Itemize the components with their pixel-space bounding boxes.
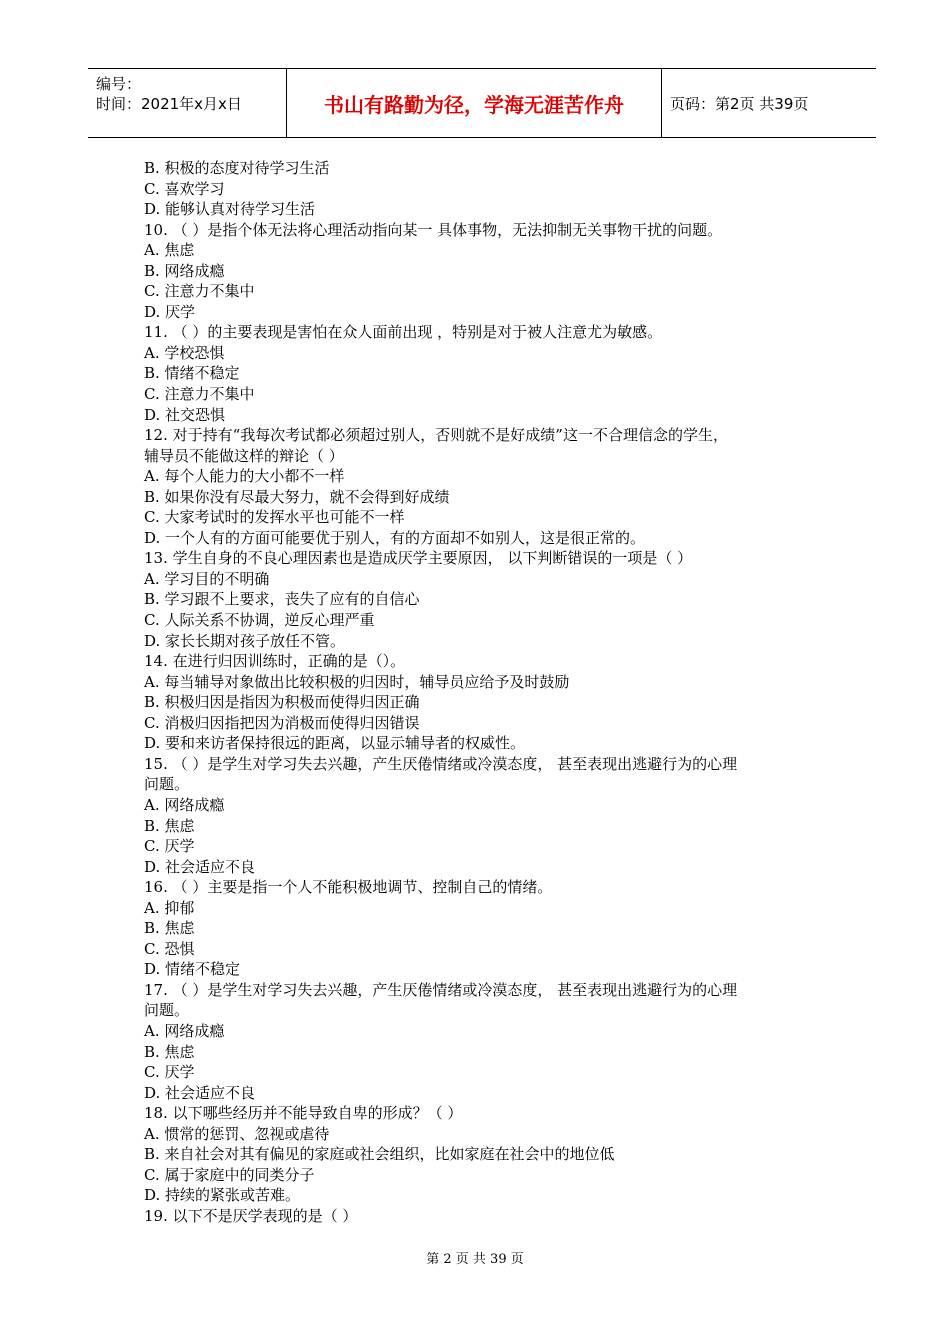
text-line: A. 惯常的惩罚、忽视或虐待 [144, 1124, 330, 1143]
text-line: C. 人际关系不协调，逆反心理严重 [144, 611, 375, 630]
header-meta [88, 69, 286, 137]
code-label: 编号： [96, 75, 142, 93]
text-line: D. 要和来访者保持很远的距离，以显示辅导者的权威性。 [144, 734, 526, 753]
text-line: A. 网络成瘾 [144, 1021, 225, 1040]
text-line: C. 厌学 [144, 1063, 195, 1082]
text-line: B. 学习跟不上要求，丧失了应有的自信心 [144, 590, 420, 609]
text-line: 辅导员不能做这样的辩论（ ） [144, 446, 344, 465]
header-page-cell [660, 69, 876, 137]
text-line: B. 积极归因是指因为积极而使得归因正确 [144, 693, 420, 712]
text-line: B. 来自社会对其有偏见的家庭或社会组织，比如家庭在社会中的地位低 [144, 1145, 615, 1164]
text-line: C. 属于家庭中的同类分子 [144, 1165, 315, 1184]
text-line: A. 每个人能力的大小都不一样 [144, 467, 345, 486]
text-line: A. 学习目的不明确 [144, 569, 270, 588]
text-line: D. 持续的紧张或苦难。 [144, 1186, 301, 1205]
time-label: 时间：2021年x月x日 [96, 95, 242, 113]
motto: 书山有路勤为径，学海无涯苦作舟 [324, 93, 624, 117]
text-line: D. 厌学 [144, 302, 196, 321]
text-line: 10. （ ）是指个体无法将心理活动指向某一 具体事物，无法抑制无关事物干扰的问题。 [144, 220, 723, 239]
text-line: A. 每当辅导对象做出比较积极的归因时，辅导员应给予及时鼓励 [144, 672, 570, 691]
text-line: B. 焦虑 [144, 919, 195, 938]
text-line: A. 焦虑 [144, 241, 195, 260]
text-line: 18. 以下哪些经历并不能导致自卑的形成？（ ） [144, 1104, 463, 1123]
text-line: D. 一个人有的方面可能要优于别人，有的方面却不如别人，这是很正常的。 [144, 528, 646, 547]
text-line: 11. （ ）的主要表现是害怕在众人面前出现 ，特别是对于被人注意尤为敏感。 [144, 323, 663, 342]
text-line: 16. （ ）主要是指一个人不能积极地调节、控制自己的情绪。 [144, 878, 553, 897]
text-line: A. 学校恐惧 [144, 343, 225, 362]
text-line: 12. 对于持有“我每次考试都必须超过别人，否则就不是好成绩”这一不合理信念的学生， [144, 426, 728, 445]
text-line: B. 焦虑 [144, 816, 195, 835]
text-line: D. 社会适应不良 [144, 857, 256, 876]
question-list [144, 158, 834, 1226]
header-motto-cell [286, 69, 662, 137]
text-line: B. 情绪不稳定 [144, 364, 240, 383]
text-line: D. 社交恐惧 [144, 405, 226, 424]
text-line: A. 抑郁 [144, 898, 195, 917]
text-line: B. 网络成瘾 [144, 261, 225, 280]
text-line: D. 社会适应不良 [144, 1083, 256, 1102]
text-line: 13. 学生自身的不良心理因素也是造成厌学主要原因， 以下判断错误的一项是（ ） [144, 549, 693, 568]
text-line: 19. 以下不是厌学表现的是（ ） [144, 1206, 358, 1225]
text-line: C. 恐惧 [144, 939, 195, 958]
text-line: 14. 在进行归因训练时，正确的是（）。 [144, 652, 406, 671]
text-line: C. 大家考试时的发挥水平也可能不一样 [144, 508, 405, 527]
text-line: B. 焦虑 [144, 1042, 195, 1061]
text-line: 17. （ ）是学生对学习失去兴趣，产生厌倦情绪或冷漠态度， 甚至表现出逃避行为的心理 [144, 980, 738, 999]
page-header [88, 68, 876, 138]
text-line: B. 如果你没有尽最大努力，就不会得到好成绩 [144, 487, 450, 506]
text-line: C. 注意力不集中 [144, 282, 255, 301]
text-line: D. 能够认真对待学习生活 [144, 200, 316, 219]
text-line: C. 厌学 [144, 837, 195, 856]
text-line: D. 情绪不稳定 [144, 960, 241, 979]
page-label: 页码：第2页 共39页 [670, 95, 809, 113]
text-line: C. 喜欢学习 [144, 179, 225, 198]
text-line: 问题。 [144, 1001, 190, 1020]
text-line: 15. （ ）是学生对学习失去兴趣，产生厌倦情绪或冷漠态度， 甚至表现出逃避行为的心理 [144, 754, 738, 773]
text-line: B. 积极的态度对待学习生活 [144, 159, 330, 177]
text-line: D. 家长长期对孩子放任不管。 [144, 631, 346, 650]
text-line: A. 网络成瘾 [144, 795, 225, 814]
text-line: 问题。 [144, 775, 190, 794]
text-line: C. 注意力不集中 [144, 385, 255, 404]
text-line: C. 消极归因指把因为消极而使得归因错误 [144, 713, 420, 732]
page-footer: 第 2 页 共 39 页 [426, 1252, 524, 1267]
